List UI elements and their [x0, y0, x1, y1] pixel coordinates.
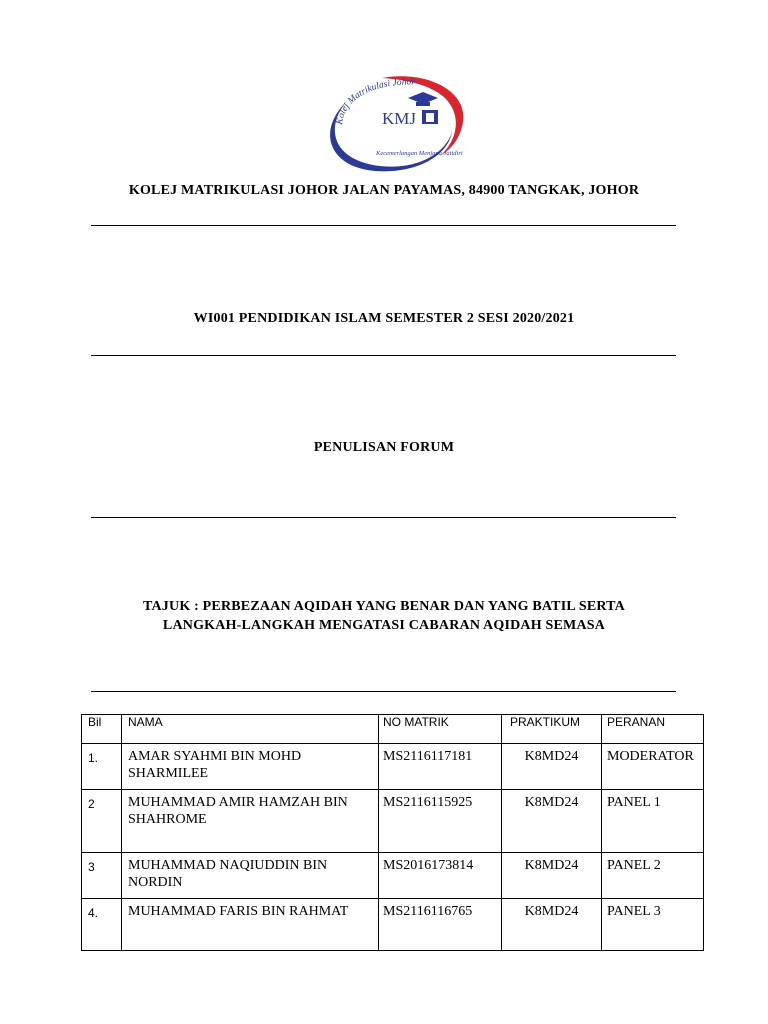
graduation-cap-icon [408, 92, 438, 106]
topic-heading [0, 597, 768, 635]
praktikum: K8MD24 [502, 899, 602, 951]
row-number: 1. [82, 744, 122, 790]
role: PANEL 3 [602, 899, 704, 951]
matric-number: MS2116117181 [379, 744, 502, 790]
praktikum: K8MD24 [502, 790, 602, 853]
book-icon [422, 110, 438, 124]
divider [91, 517, 676, 518]
row-number: 2 [82, 790, 122, 853]
topic-line-1: TAJUK : PERBEZAAN AQIDAH YANG BENAR DAN YANG BATIL SERTA [143, 599, 625, 614]
role: PANEL 1 [602, 790, 704, 853]
logo-mark: KMJ [382, 109, 417, 128]
table-row [82, 853, 704, 899]
row-number: 4. [82, 899, 122, 951]
role: MODERATOR [602, 744, 704, 790]
column-header: NO MATRIK [379, 715, 502, 744]
student-name: AMAR SYAHMI BIN MOHD SHARMILEE [122, 744, 379, 790]
logo-tagline: Kecemerlangan Menjana Jatidiri [376, 150, 463, 157]
column-header: PERANAN [602, 715, 704, 744]
column-header: PRAKTIKUM [502, 715, 602, 744]
kmj-logo [320, 70, 470, 180]
matric-number: MS2116116765 [379, 899, 502, 951]
student-name: MUHAMMAD FARIS BIN RAHMAT [122, 899, 379, 951]
members-table [81, 714, 704, 951]
role: PANEL 2 [602, 853, 704, 899]
column-header: Bil [82, 715, 122, 744]
matric-number: MS2116115925 [379, 790, 502, 853]
praktikum: K8MD24 [502, 853, 602, 899]
student-name: MUHAMMAD NAQIUDDIN BIN NORDIN [122, 853, 379, 899]
course-heading: WI001 PENDIDIKAN ISLAM SEMESTER 2 SESI 2020/2021 [193, 311, 575, 326]
row-number: 3 [82, 853, 122, 899]
matric-number: MS2016173814 [379, 853, 502, 899]
assignment-heading: PENULISAN FORUM [313, 440, 455, 455]
praktikum: K8MD24 [502, 744, 602, 790]
topic-line-2: LANGKAH-LANGKAH MENGATASI CABARAN AQIDAH SEMASA [162, 618, 606, 633]
student-name: MUHAMMAD AMIR HAMZAH BIN SHAHROME [122, 790, 379, 853]
divider [91, 225, 676, 226]
logo-arc-text: Kolej Matrikulasi Johor [334, 77, 416, 126]
column-header: NAMA [122, 715, 379, 744]
divider [91, 355, 676, 356]
table-header-row [82, 715, 704, 744]
table-row [82, 899, 704, 951]
table-row [82, 790, 704, 853]
table-row [82, 744, 704, 790]
divider [91, 691, 676, 692]
institution-heading: KOLEJ MATRIKULASI JOHOR JALAN PAYAMAS, 84900 TANGKAK, JOHOR [128, 183, 640, 198]
